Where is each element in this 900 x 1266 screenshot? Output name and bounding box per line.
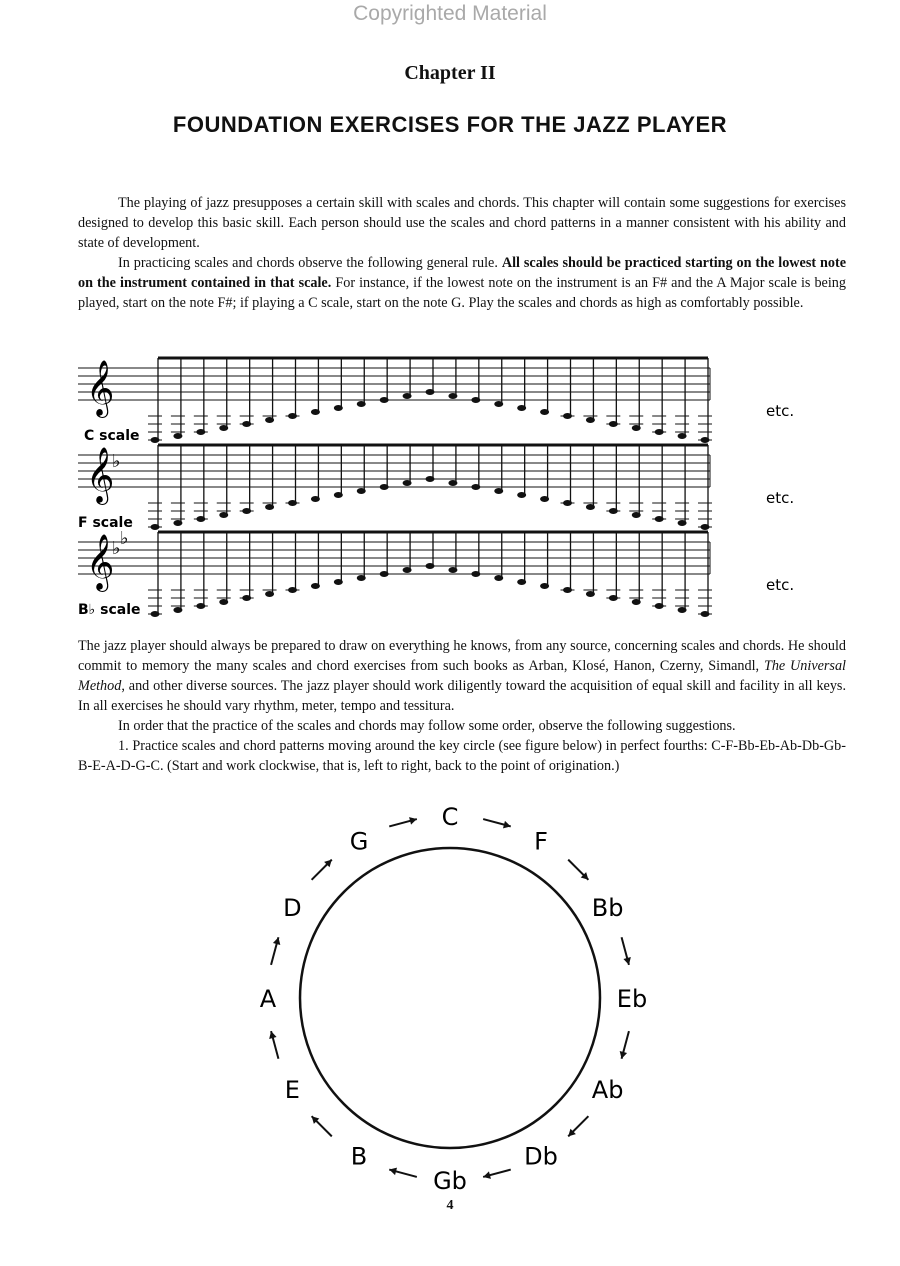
note-head <box>173 607 182 613</box>
note-head <box>380 571 389 577</box>
note-head <box>334 492 343 498</box>
note-head <box>334 405 343 411</box>
note-head <box>173 433 182 439</box>
page-title: FOUNDATION EXERCISES FOR THE JAZZ PLAYER <box>172 112 728 137</box>
note-head <box>403 393 412 399</box>
key-label: Eb <box>616 985 648 1013</box>
key-label: A <box>259 985 277 1013</box>
note-head <box>426 389 435 395</box>
scale-label: B♭ scale <box>78 602 141 618</box>
note-head <box>219 425 228 431</box>
key-label: Db <box>524 1142 558 1171</box>
paragraph-3-end: , and other diverse sources. The jazz player should work diligently toward the acquisition of equal skill and facility in all keys. In all exercises he should vary rhythm, meter, tempo and tessitura. <box>78 678 846 714</box>
key-circle-figure <box>250 803 650 1195</box>
note-head <box>678 520 687 526</box>
note-head <box>678 607 687 613</box>
staff <box>78 358 794 444</box>
key-circle <box>250 803 650 1195</box>
note-head <box>311 496 320 502</box>
paragraph-2-example: For instance, if the lowest note on the instrument is an F# and the A Major scale is being played, start on the note F#; if playing a C scale, start on the note G. Play the scales and chords as high as comfortably possible. <box>78 275 846 311</box>
note-head <box>517 492 526 498</box>
paragraph-1: The playing of jazz presupposes a certain skill with scales and chords. This chapter will contain some suggestions for exercises designed to develop this basic skill. Each person should use the scales and chord patterns in a manner consistent with his ability and state of development. <box>78 195 846 251</box>
note-head <box>494 488 503 494</box>
note-head <box>540 409 549 415</box>
paragraph-5: 1. Practice scales and chord patterns moving around the key circle (see figure below) in perfect fourths: C-F-Bb-Eb-Ab-Db-Gb-B-E-A-D-G-C. (Start and work clockwise, that is, left to right, back to the point of origination.) <box>78 738 846 774</box>
watermark: Copyrighted Material <box>353 2 547 25</box>
scale-label: F scale <box>78 515 133 531</box>
treble-clef-icon: 𝄞 <box>86 534 115 590</box>
music-notation <box>78 350 858 618</box>
arrowhead-icon <box>269 1031 276 1039</box>
key-label: C <box>441 803 459 831</box>
note-head <box>471 484 480 490</box>
note-head <box>357 401 366 407</box>
paragraph-3 <box>78 636 846 716</box>
note-head <box>471 571 480 577</box>
page-number: 4 <box>446 1198 454 1213</box>
paragraph-4: In order that the practice of the scales and chords may follow some order, observe the following suggestions. <box>118 718 736 734</box>
note-head <box>540 583 549 589</box>
staff <box>78 528 794 618</box>
paragraph-3-text: The jazz player should always be prepared to draw on everything he knows, from any source, concerning scales and chords. He should commit to memory the many scales and chord exercises from such books as Arban, Klosé, Hanon, Czerny, Simandl, <box>78 638 846 674</box>
note-head <box>517 405 526 411</box>
note-head <box>426 476 435 482</box>
key-circle-ring <box>300 848 600 1148</box>
note-head <box>265 591 274 597</box>
flat-icon: ♭ <box>112 538 121 559</box>
note-head <box>311 583 320 589</box>
note-head <box>403 480 412 486</box>
etc-label: etc. <box>766 576 795 594</box>
note-head <box>334 579 343 585</box>
staff <box>78 445 794 531</box>
paragraph-2-rule: All scales should be practiced starting on the lowest note on the instrument contained in that scale. <box>78 255 846 291</box>
etc-label: etc. <box>766 402 795 420</box>
key-label: Bb <box>591 894 624 922</box>
note-head <box>632 512 641 518</box>
note-head <box>471 397 480 403</box>
note-head <box>219 512 228 518</box>
key-label: Ab <box>591 1076 624 1104</box>
key-label: F <box>534 827 548 856</box>
note-head <box>426 563 435 569</box>
note-head <box>380 397 389 403</box>
note-head <box>517 579 526 585</box>
note-head <box>403 567 412 573</box>
note-head <box>678 433 687 439</box>
note-head <box>219 599 228 605</box>
arrowhead-icon <box>503 821 511 828</box>
note-head <box>265 504 274 510</box>
note-head <box>265 417 274 423</box>
intro-text <box>78 193 846 313</box>
chapter-heading: Chapter II <box>404 62 496 84</box>
arrowhead-icon <box>409 817 417 824</box>
note-head <box>357 488 366 494</box>
key-label: D <box>283 894 302 922</box>
flat-icon: ♭ <box>112 451 121 472</box>
key-label: Gb <box>433 1167 467 1195</box>
etc-label: etc. <box>766 489 795 507</box>
arrowhead-icon <box>389 1168 397 1175</box>
note-head <box>311 409 320 415</box>
arrowhead-icon <box>273 937 280 945</box>
arrowhead-icon <box>623 957 630 965</box>
note-head <box>448 567 457 573</box>
treble-clef-icon: 𝄞 <box>86 360 115 416</box>
practice-text <box>78 636 846 776</box>
note-head <box>173 520 182 526</box>
treble-clef-icon: 𝄞 <box>86 447 115 503</box>
scale-examples <box>78 350 858 618</box>
key-label: E <box>284 1076 300 1104</box>
note-head <box>632 425 641 431</box>
arrowhead-icon <box>483 1171 491 1178</box>
key-label: B <box>350 1142 368 1171</box>
book-title: The Universal Method <box>78 658 846 694</box>
scale-label: C scale <box>84 428 140 444</box>
note-head <box>494 575 503 581</box>
arrowhead-icon <box>620 1051 627 1059</box>
paragraph-2-text: In practicing scales and chords observe the following general rule. <box>118 255 502 271</box>
note-head <box>357 575 366 581</box>
note-head <box>540 496 549 502</box>
key-label: G <box>349 827 369 856</box>
note-head <box>632 599 641 605</box>
note-head <box>586 591 595 597</box>
flat-icon: ♭ <box>120 528 129 549</box>
note-head <box>448 480 457 486</box>
note-head <box>586 417 595 423</box>
paragraph-2 <box>78 253 846 313</box>
note-head <box>448 393 457 399</box>
note-head <box>494 401 503 407</box>
note-head <box>586 504 595 510</box>
note-head <box>380 484 389 490</box>
